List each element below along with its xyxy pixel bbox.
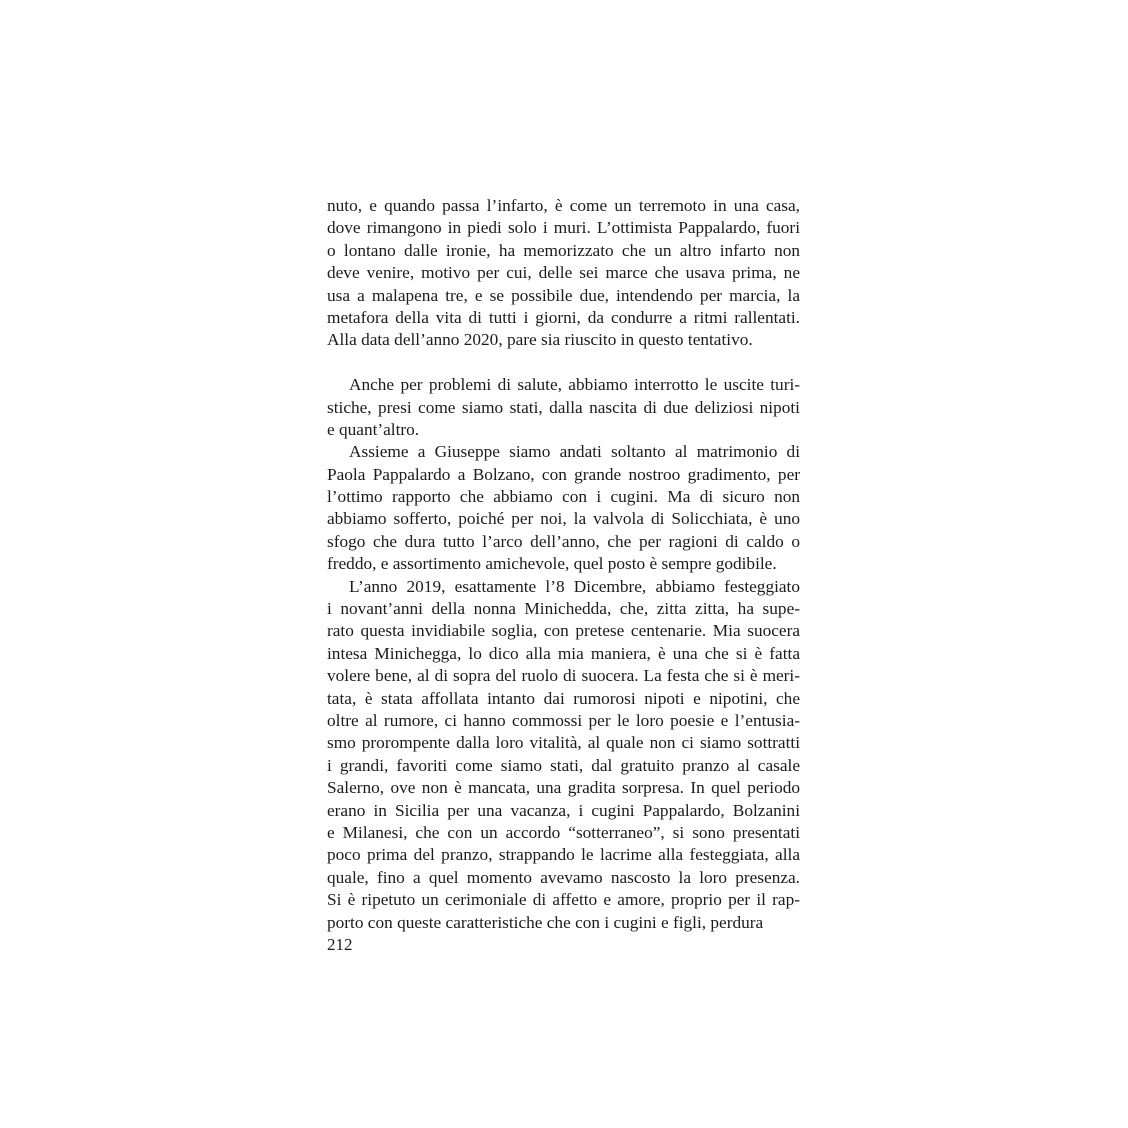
text-line: l’ottimo rapporto che abbiamo con i cugini. Ma di sicuro non xyxy=(327,487,800,507)
text-line: intesa Minichegga, lo dico alla mia maniera, è una che si è fatta xyxy=(327,643,800,663)
text-line: stiche, presi come siamo stati, dalla nascita di due deliziosi nipoti xyxy=(327,397,800,417)
text-line: Alla data dell’anno 2020, pare sia riuscito in questo tentativo. xyxy=(327,330,753,350)
text-line: tata, è stata affollata intanto dai rumorosi nipoti e nipotini, che xyxy=(327,688,800,708)
text-line: Assieme a Giuseppe siamo andati soltanto al matrimonio di xyxy=(349,442,800,462)
text-line: sfogo che dura tutto l’arco dell’anno, che per ragioni di caldo o xyxy=(327,531,800,551)
text-line: freddo, e assortimento amichevole, quel posto è sempre godibile. xyxy=(327,554,777,574)
page-number: 212 xyxy=(327,935,353,954)
text-line: abbiamo sofferto, poiché per noi, la valvola di Solicchiata, è uno xyxy=(327,509,800,529)
text-line: quale, fino a quel momento avevamo nascosto la loro presenza. xyxy=(327,867,800,887)
text-line: e quant’altro. xyxy=(327,419,420,439)
text-line: nuto, e quando passa l’infarto, è come un terremoto in una casa, xyxy=(327,196,800,215)
paragraph xyxy=(327,576,800,934)
text-line: rato questa invidiabile soglia, con pretese centenarie. Mia suocera xyxy=(327,621,800,641)
text-line: porto con queste caratteristiche che con i cugini e figli, perdura xyxy=(327,912,764,932)
text-line: erano in Sicilia per una vacanza, i cugini Pappalardo, Bolzanini xyxy=(327,800,800,820)
text-line: L’anno 2019, esattamente l’8 Dicembre, abbiamo festeggiato xyxy=(349,576,800,596)
text-line: o lontano dalle ironie, ha memorizzato che un altro infarto non xyxy=(327,240,800,260)
text-line: Anche per problemi di salute, abbiamo interrotto le uscite turi- xyxy=(349,375,800,395)
paragraph xyxy=(327,374,800,441)
paragraph xyxy=(327,441,800,575)
text-line: e Milanesi, che con un accordo “sotterraneo”, si sono presentati xyxy=(327,822,800,842)
text-line: oltre al rumore, ci hanno commossi per le loro poesie e l’entusia- xyxy=(327,710,800,730)
text-line: metafora della vita di tutti i giorni, da condurre a ritmi rallentati. xyxy=(327,307,800,327)
text-line: volere bene, al di sopra del ruolo di suocera. La festa che si è meri- xyxy=(327,666,800,686)
text-line: i grandi, favoriti come siamo stati, dal gratuito pranzo al casale xyxy=(327,755,800,775)
text-line: Si è ripetuto un cerimoniale di affetto e amore, proprio per il rap- xyxy=(327,890,800,910)
text-line: usa a malapena tre, e se possibile due, intendendo per marcia, la xyxy=(327,285,800,305)
text-line: smo prorompente dalla loro vitalità, al quale non ci siamo sottratti xyxy=(327,733,800,753)
text-line: dove rimangono in piedi solo i muri. L’ottimista Pappalardo, fuori xyxy=(327,218,800,238)
text-line: i novant’anni della nonna Minichedda, che, zitta zitta, ha supe- xyxy=(327,599,800,619)
text-line: Salerno, ove non è mancata, una gradita sorpresa. In quel periodo xyxy=(327,778,800,798)
paragraph-gap xyxy=(327,352,800,374)
text-line: Paola Pappalardo a Bolzano, con grande nostroo gradimento, per xyxy=(327,464,800,484)
body-text xyxy=(327,195,800,934)
paragraph xyxy=(327,195,800,352)
text-line: poco prima del pranzo, strappando le lacrime alla festeggiata, alla xyxy=(327,845,800,865)
text-line: deve venire, motivo per cui, delle sei marce che usava prima, ne xyxy=(327,263,800,283)
